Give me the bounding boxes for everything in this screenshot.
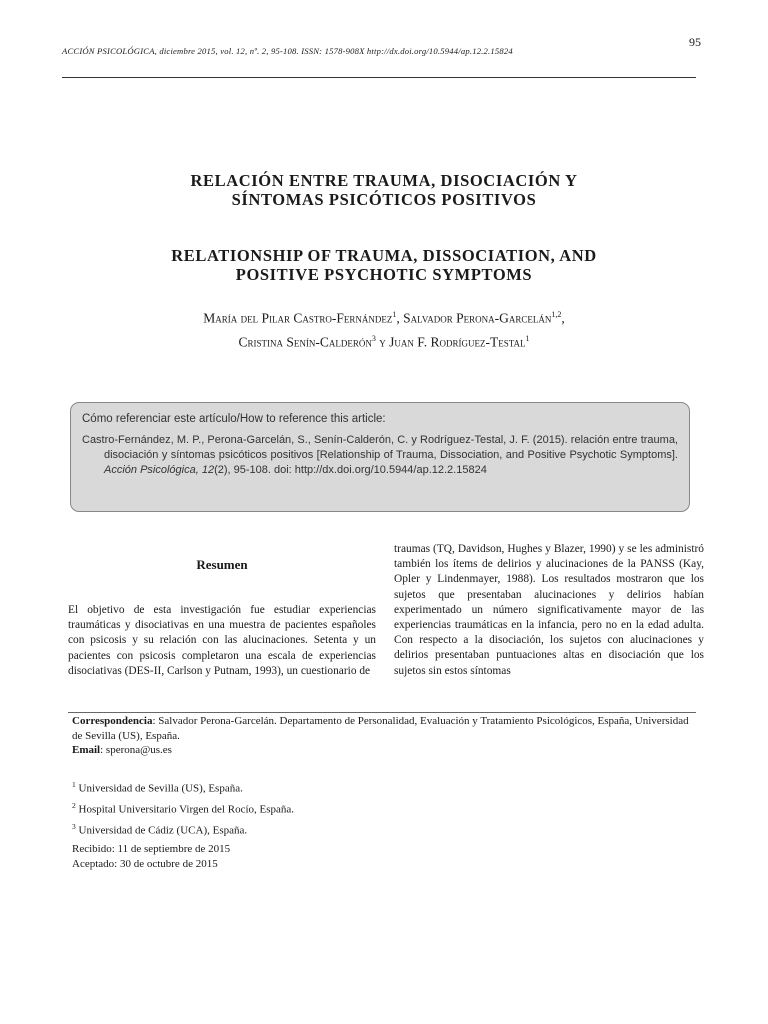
affiliations bbox=[72, 778, 696, 838]
correspondence bbox=[72, 714, 696, 743]
author-affiliation-sup: 1 bbox=[525, 333, 530, 343]
citation-text bbox=[82, 433, 678, 479]
dates-block bbox=[72, 842, 696, 871]
author-list bbox=[0, 305, 768, 352]
title-spanish-line1: RELACIÓN ENTRE TRAUMA, DISOCIACIÓN Y bbox=[190, 171, 578, 190]
abstract-paragraph: traumas (TQ, Davidson, Hughes y Blazer, 1990) y se les administró también los ítems de delirios y alucinaciones de la PANSS (Kay, Opler y Lindenmayer, 1988). Los resultados mostraron que los sujetos que presentaban alucinaciones y delirios habían experimentado un número significativamente mayor de las experiencias traumáticas en la infancia, pero no en la edad adulta. Con respecto a la disociación, los sujetos con alucinaciones y delirios presentaban puntuaciones altas en disociación que los sujetos sin estos síntomas bbox=[394, 543, 704, 677]
citation-heading: Cómo referenciar este artículo/How to reference this article: bbox=[82, 413, 386, 425]
abstract-right-column bbox=[394, 542, 704, 679]
affiliation-text: Hospital Universitario Virgen del Rocío, España. bbox=[75, 803, 295, 816]
title-english bbox=[0, 246, 768, 284]
affiliation-sup: 1 bbox=[72, 780, 76, 789]
received-date: Recibido: 11 de septiembre de 2015 bbox=[72, 843, 231, 855]
email-label: Email bbox=[72, 744, 101, 756]
correspondence-text: : Salvador Perona-Garcelán. Departamento de Personalidad, Evaluación y Tratamiento Psicológicos, España, Universidad de Sevilla (US), España. bbox=[72, 715, 689, 742]
affiliation-item bbox=[72, 799, 696, 817]
citation-doi: 95-108. doi: http://dx.doi.org/10.5944/ap.12.2.15824 bbox=[230, 464, 487, 477]
author-name: Cristina Senín-Calderón bbox=[238, 334, 372, 349]
author-name: Salvador Perona-Garcelán bbox=[403, 310, 552, 326]
affiliation-item bbox=[72, 820, 696, 838]
journal-header: ACCIÓN PSICOLÓGICA, diciembre 2015, vol. 12, nº. 2, 95-108. ISSN: 1578-908X http://dx.doi.org/10.5944/ap.12.2.15824 bbox=[62, 46, 513, 56]
affiliation-item bbox=[72, 778, 696, 796]
author-separator: , bbox=[561, 310, 565, 326]
author-affiliation-sup: 1 bbox=[392, 310, 397, 319]
author-affiliation-sup: 3 bbox=[371, 333, 376, 343]
author-name: María del Pilar Castro-Fernández bbox=[203, 310, 393, 326]
correspondence-label: Correspondencia bbox=[72, 715, 153, 727]
abstract-left-column bbox=[68, 603, 376, 679]
affiliation-text: Universidad de Sevilla (US), España. bbox=[75, 782, 243, 795]
author-separator: y bbox=[375, 334, 390, 349]
title-english-line1: RELATIONSHIP OF TRAUMA, DISSOCIATION, AND bbox=[171, 246, 597, 265]
author-affiliation-sup: 1,2 bbox=[551, 310, 562, 319]
email-line bbox=[72, 743, 696, 758]
correspondence-block bbox=[72, 714, 696, 758]
abstract-heading: Resumen bbox=[196, 557, 248, 572]
page-number: 95 bbox=[689, 35, 701, 49]
author-line1 bbox=[0, 305, 768, 329]
citation-main: Castro-Fernández, M. P., Perona-Garcelán, S., Senín-Calderón, C. y Rodríguez-Testal, J. F. (2015). relación entre trauma, disociación y síntomas psicóticos positivos [Relationship of Trauma, Dissociation, and Positive Psychotic Symptoms]. bbox=[82, 434, 678, 462]
citation-issue: (2), bbox=[214, 464, 231, 477]
title-english-line2: POSITIVE PSYCHOTIC SYMPTOMS bbox=[235, 265, 533, 284]
accepted-date: Aceptado: 30 de octubre de 2015 bbox=[72, 857, 218, 870]
title-spanish-line2: SÍNTOMAS PSICÓTICOS POSITIVOS bbox=[231, 190, 537, 209]
footer-rule bbox=[68, 712, 696, 713]
email-address: : sperona@us.es bbox=[100, 744, 172, 756]
title-spanish bbox=[0, 171, 768, 209]
affiliation-sup: 2 bbox=[72, 801, 76, 811]
abstract-paragraph: El objetivo de esta investigación fue estudiar experiencias traumáticas y disociativas en una muestra de pacientes españoles con psicosis y su relación con las alucinaciones. Setenta y un pacientes con psicosis completaron una escala de experiencias disociativas (DES-II, Carlson y Putnam, 1993), un cuestionario de bbox=[68, 604, 376, 677]
author-name: Juan F. Rodríguez-Testal bbox=[389, 334, 526, 349]
author-separator: , bbox=[396, 310, 404, 326]
author-line2 bbox=[0, 329, 768, 353]
affiliation-text: Universidad de Cádiz (UCA), España. bbox=[75, 824, 248, 837]
citation-journal: Acción Psicológica, 12 bbox=[104, 464, 215, 477]
header-rule bbox=[62, 77, 696, 78]
affiliation-sup: 3 bbox=[72, 822, 76, 832]
